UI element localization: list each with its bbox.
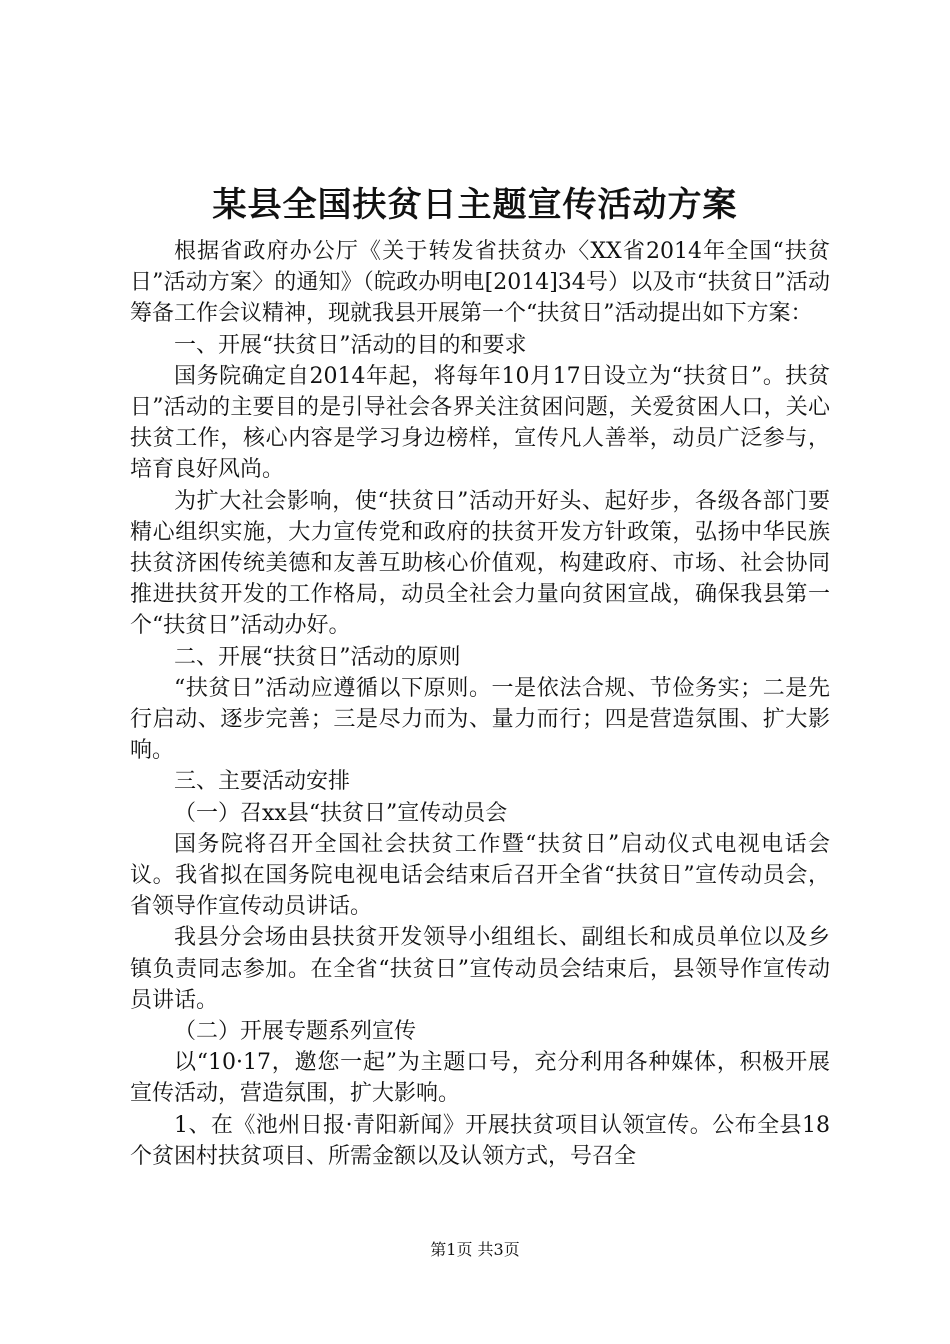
- document-body: [130, 236, 830, 1172]
- page-footer: 第1页 共3页: [430, 1240, 520, 1259]
- paragraph: “扶贫日”活动应遵循以下原则。一是依法合规、节俭务实；二是先行启动、逐步完善；三是尽力而为、量力而行；四是营造氛围、扩大影响。: [130, 675, 830, 764]
- section-heading-1: 一、开展“扶贫日”活动的目的和要求: [174, 332, 527, 358]
- section-heading-3: 三、主要活动安排: [174, 769, 351, 795]
- paragraph: 以“10·17，邀您一起”为主题口号，充分利用各种媒体，积极开展宣传活动，营造氛围，扩大影响。: [130, 1050, 830, 1107]
- subsection-heading-1: （一）召xx县“扶贫日”宣传动员会: [174, 800, 508, 826]
- paragraph: 国务院确定自2014年起，将每年10月17日设立为“扶贫日”。扶贫日”活动的主要目的是引导社会各界关注贫困问题，关爱贫困人口，关心扶贫工作，核心内容是学习身边榜样，宣传凡人善举，动员广泛参与，培育良好风尚。: [130, 363, 830, 483]
- paragraph: 我县分会场由县扶贫开发领导小组组长、副组长和成员单位以及乡镇负责同志参加。在全省“扶贫日”宣传动员会结束后，县领导作宣传动员讲话。: [130, 925, 830, 1013]
- paragraph: 为扩大社会影响，使“扶贫日”活动开好头、起好步，各级各部门要精心组织实施，大力宣传党和政府的扶贫开发方针政策，弘扬中华民族扶贫济困传统美德和友善互助核心价值观，构建政府、市场、社会协同推进扶贫开发的工作格局，动员全社会力量向贫困宣战，确保我县第一个“扶贫日”活动办好。: [130, 488, 830, 639]
- paragraph: 1、在《池州日报·青阳新闻》开展扶贫项目认领宣传。公布全县18个贫困村扶贫项目、所需金额以及认领方式，号召全: [130, 1112, 830, 1169]
- paragraph-intro: 根据省政府办公厅《关于转发省扶贫办〈XX省2014年全国“扶贫日”活动方案〉的通知》（皖政办明电[2014]34号）以及市“扶贫日”活动筹备工作会议精神，现就我县开展第一个“扶贫日”活动提出如下方案：: [130, 239, 830, 327]
- subsection-heading-2: （二）开展专题系列宣传: [174, 1019, 417, 1045]
- paragraph: 国务院将召开全国社会扶贫工作暨“扶贫日”启动仪式电视电话会议。我省拟在国务院电视电话会结束后召开全省“扶贫日”宣传动员会，省领导作宣传动员讲话。: [130, 831, 830, 920]
- section-heading-2: 二、开展“扶贫日”活动的原则: [174, 644, 461, 670]
- document-title: 某县全国扶贫日主题宣传活动方案: [212, 185, 738, 225]
